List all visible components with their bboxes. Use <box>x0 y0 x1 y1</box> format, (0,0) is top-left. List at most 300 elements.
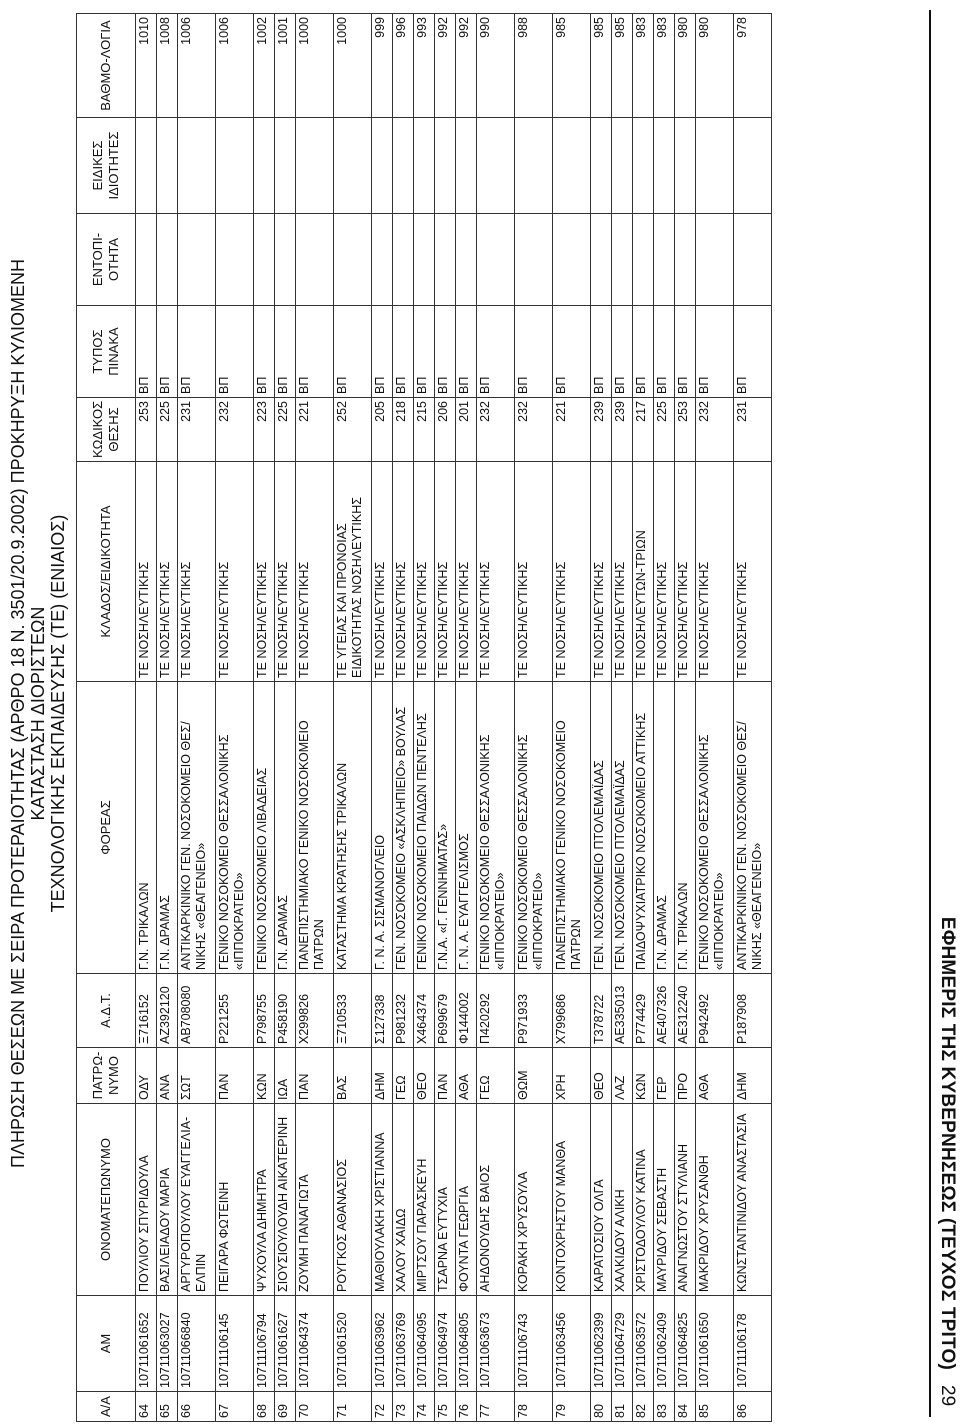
cell-typos: ΒΠ <box>275 306 296 398</box>
table-row <box>334 14 372 1422</box>
document-title <box>8 0 68 1427</box>
cell-entopiotita <box>515 214 553 306</box>
cell-foreas: ΓΕΝΙΚΟ ΝΟΣΟΚΟΜΕΙΟ ΘΕΣΣΑΛΟΝΙΚΗΣ «ΙΠΠΟΚΡΑΤΕΙΟ» <box>477 682 515 974</box>
cell-kodikos: 206 <box>435 398 456 462</box>
cell-adt: Χ464374 <box>414 974 435 1048</box>
cell-kodikos: 201 <box>456 398 477 462</box>
cell-aa: 76 <box>456 1392 477 1422</box>
cell-name: ΚΟΡΑΚΗ ΧΡΥΣΟΥΛΑ <box>515 1104 553 1296</box>
cell-aa: 71 <box>334 1392 372 1422</box>
cell-patronymo: ΠΑΝ <box>216 1048 254 1104</box>
col-typos: ΤΥΠΟΣ ΠΙΝΑΚΑ <box>77 306 136 398</box>
cell-foreas: ΠΑΙΔΟΨΥΧΙΑΤΡΙΚΟ ΝΟΣΟΚΟΜΕΙΟ ΑΤΤΙΚΗΣ <box>633 682 654 974</box>
col-aa: Α/Α <box>77 1392 136 1422</box>
cell-adt: ΑΕ407326 <box>654 974 675 1048</box>
cell-am: 10711066840 <box>178 1296 216 1392</box>
cell-patronymo: ΓΕΩ <box>477 1048 515 1104</box>
col-adt: Α.Δ.Τ. <box>77 974 136 1048</box>
cell-typos: ΒΠ <box>696 306 734 398</box>
table-row <box>633 14 654 1422</box>
cell-adt: Ρ458190 <box>275 974 296 1048</box>
table-row <box>372 14 393 1422</box>
table-row <box>515 14 553 1422</box>
cell-patronymo: ΓΕΡ <box>654 1048 675 1104</box>
cell-entopiotita <box>216 214 254 306</box>
cell-idiotites <box>675 118 696 214</box>
cell-aa: 72 <box>372 1392 393 1422</box>
cell-name: ΡΟΥΓΚΟΣ ΑΘΑΝΑΣΙΟΣ <box>334 1104 372 1296</box>
cell-aa: 78 <box>515 1392 553 1422</box>
cell-foreas: ΓΕΝ. ΝΟΣΟΚΟΜΕΙΟ ΠΤΟΛΕΜΑΪΔΑΣ <box>612 682 633 974</box>
cell-adt: Ρ971933 <box>515 974 553 1048</box>
cell-typos: ΒΠ <box>515 306 553 398</box>
title-line-2: ΚΑΤΑΣΤΑΣΗ ΔΙΟΡΙΣΤΕΩΝ <box>28 606 48 821</box>
cell-kodikos: 231 <box>734 398 772 462</box>
cell-aa: 75 <box>435 1392 456 1422</box>
cell-patronymo: ΧΡΗ <box>553 1048 591 1104</box>
cell-am: 10711064095 <box>414 1296 435 1392</box>
cell-klados: ΤΕ ΝΟΣΗΛΕΥΤΙΚΗΣ <box>612 462 633 682</box>
table-row <box>178 14 216 1422</box>
cell-klados: ΤΕ ΝΟΣΗΛΕΥΤΙΚΗΣ <box>254 462 275 682</box>
cell-foreas: ΓΕΝΙΚΟ ΝΟΣΟΚΟΜΕΙΟ ΘΕΣΣΑΛΟΝΙΚΗΣ «ΙΠΠΟΚΡΑΤΕΙΟ» <box>216 682 254 974</box>
cell-typos: ΒΠ <box>178 306 216 398</box>
cell-idiotites <box>157 118 178 214</box>
table-body <box>136 14 772 1422</box>
cell-adt: Ξ716152 <box>136 974 157 1048</box>
gazette-title: ΕΦΗΜΕΡΙΣ ΤΗΣ ΚΥΒΕΡΝΗΣΕΩΣ (ΤΕΥΧΟΣ ΤΡΙΤΟ) <box>937 916 958 1370</box>
cell-adt: Ρ798755 <box>254 974 275 1048</box>
table-row <box>435 14 456 1422</box>
cell-idiotites <box>216 118 254 214</box>
cell-klados: ΤΕ ΝΟΣΗΛΕΥΤΙΚΗΣ <box>216 462 254 682</box>
cell-aa: 83 <box>654 1392 675 1422</box>
cell-entopiotita <box>296 214 334 306</box>
cell-aa: 77 <box>477 1392 515 1422</box>
cell-foreas: Γ.Ν. ΔΡΑΜΑΣ <box>654 682 675 974</box>
cell-foreas: ΓΕΝΙΚΟ ΝΟΣΟΚΟΜΕΙΟ ΛΙΒΑΔΕΙΑΣ <box>254 682 275 974</box>
col-patronymo: ΠΑΤΡΩ-ΝΥΜΟ <box>77 1048 136 1104</box>
cell-vathmologia: 993 <box>414 14 435 118</box>
cell-kodikos: 253 <box>675 398 696 462</box>
table-row <box>591 14 612 1422</box>
cell-klados: ΤΕ ΝΟΣΗΛΕΥΤΙΚΗΣ <box>136 462 157 682</box>
cell-am: 10711063673 <box>477 1296 515 1392</box>
cell-typos: ΒΠ <box>477 306 515 398</box>
cell-klados: ΤΕ ΝΟΣΗΛΕΥΤΙΚΗΣ <box>734 462 772 682</box>
cell-entopiotita <box>157 214 178 306</box>
cell-typos: ΒΠ <box>136 306 157 398</box>
cell-kodikos: 253 <box>136 398 157 462</box>
cell-aa: 68 <box>254 1392 275 1422</box>
cell-kodikos: 215 <box>414 398 435 462</box>
cell-foreas: Γ.Ν. ΤΡΙΚΑΛΩΝ <box>136 682 157 974</box>
cell-kodikos: 225 <box>275 398 296 462</box>
cell-adt: Χ299826 <box>296 974 334 1048</box>
cell-vathmologia: 990 <box>477 14 515 118</box>
cell-entopiotita <box>414 214 435 306</box>
cell-name: ΒΑΣΙΛΕΙΑΔΟΥ ΜΑΡΙΑ <box>157 1104 178 1296</box>
cell-name: ΣΙΟΥΣΙΟΥΛΟΥΔΗ ΑΙΚΑΤΕΡΙΝΗ <box>275 1104 296 1296</box>
col-vathmologia: ΒΑΘΜΟ-ΛΟΓΙΑ <box>77 14 136 118</box>
cell-adt: ΑΒ708080 <box>178 974 216 1048</box>
cell-idiotites <box>334 118 372 214</box>
cell-patronymo: ΘΕΟ <box>591 1048 612 1104</box>
cell-entopiotita <box>275 214 296 306</box>
title-line-1: ΠΛΗΡΩΣΗ ΘΕΣΕΩΝ ΜΕ ΣΕΙΡΑ ΠΡΟΤΕΡΑΙΟΤΗΤΑΣ (ΑΡΘΡΟ 18 Ν. 3501/20.9.2002) ΠΡΟΚΗΡΥΞΗ ΚΥΛΙΟΜΕΝΗ <box>8 258 28 1169</box>
cell-idiotites <box>136 118 157 214</box>
col-kodikos: ΚΩΔΙΚΟΣ ΘΕΣΗΣ <box>77 398 136 462</box>
cell-am: 10711062409 <box>654 1296 675 1392</box>
cell-typos: ΒΠ <box>456 306 477 398</box>
cell-aa: 86 <box>734 1392 772 1422</box>
cell-vathmologia: 1000 <box>296 14 334 118</box>
cell-vathmologia: 980 <box>696 14 734 118</box>
cell-entopiotita <box>136 214 157 306</box>
cell-klados: ΤΕ ΝΟΣΗΛΕΥΤΙΚΗΣ <box>435 462 456 682</box>
cell-aa: 64 <box>136 1392 157 1422</box>
cell-patronymo: ΠΑΝ <box>435 1048 456 1104</box>
cell-am: 10711063572 <box>633 1296 654 1392</box>
cell-patronymo: ΑΘΑ <box>696 1048 734 1104</box>
cell-kodikos: 231 <box>178 398 216 462</box>
cell-foreas: ΓΕΝΙΚΟ ΝΟΣΟΚΟΜΕΙΟ ΘΕΣΣΑΛΟΝΙΚΗΣ «ΙΠΠΟΚΡΑΤΕΙΟ» <box>696 682 734 974</box>
cell-aa: 70 <box>296 1392 334 1422</box>
cell-name: ΜΑΚΡΙΔΟΥ ΧΡΥΣΑΝΘΗ <box>696 1104 734 1296</box>
cell-foreas: Γ. Ν. Α. ΣΙΣΜΑΝΟΓΛΕΙΟ <box>372 682 393 974</box>
table-row <box>477 14 515 1422</box>
cell-adt: Τ378722 <box>591 974 612 1048</box>
cell-am: 10711061520 <box>334 1296 372 1392</box>
cell-foreas: Γ.Ν. ΔΡΑΜΑΣ <box>157 682 178 974</box>
cell-typos: ΒΠ <box>612 306 633 398</box>
cell-am: 10711106743 <box>515 1296 553 1392</box>
cell-foreas: Γ. Ν. Α. ΕΥΑΓΓΕΛΙΣΜΟΣ <box>456 682 477 974</box>
cell-vathmologia: 983 <box>654 14 675 118</box>
cell-idiotites <box>612 118 633 214</box>
cell-name: ΜΑΘΙΟΥΛΑΚΗ ΧΡΙΣΤΙΑΝΝΑ <box>372 1104 393 1296</box>
cell-kodikos: 252 <box>334 398 372 462</box>
cell-typos: ΒΠ <box>654 306 675 398</box>
cell-idiotites <box>654 118 675 214</box>
cell-vathmologia: 1001 <box>275 14 296 118</box>
table-row <box>654 14 675 1422</box>
cell-kodikos: 225 <box>157 398 178 462</box>
cell-name: ΚΑΡΑΤΟΣΙΟΥ ΟΛΓΑ <box>591 1104 612 1296</box>
cell-foreas: Γ.Ν.Α. «Γ. ΓΕΝΝΗΜΑΤΑΣ» <box>435 682 456 974</box>
cell-idiotites <box>515 118 553 214</box>
cell-entopiotita <box>178 214 216 306</box>
table-row <box>612 14 633 1422</box>
cell-adt: Ρ699679 <box>435 974 456 1048</box>
cell-klados: ΤΕ ΝΟΣΗΛΕΥΤΙΚΗΣ <box>515 462 553 682</box>
cell-idiotites <box>477 118 515 214</box>
cell-kodikos: 232 <box>477 398 515 462</box>
cell-idiotites <box>734 118 772 214</box>
cell-foreas: ΓΕΝΙΚΟ ΝΟΣΟΚΟΜΕΙΟ ΠΑΙΔΩΝ ΠΕΝΤΕΛΗΣ <box>414 682 435 974</box>
cell-name: ΚΟΝΤΟΧΡΗΣΤΟΥ ΜΑΝΘΑ <box>553 1104 591 1296</box>
cell-am: 10711064729 <box>612 1296 633 1392</box>
cell-patronymo: ΟΔΥ <box>136 1048 157 1104</box>
cell-aa: 73 <box>393 1392 414 1422</box>
cell-patronymo: ΔΗΜ <box>734 1048 772 1104</box>
cell-typos: ΒΠ <box>372 306 393 398</box>
cell-vathmologia: 1002 <box>254 14 275 118</box>
cell-adt: Ρ774429 <box>633 974 654 1048</box>
cell-entopiotita <box>372 214 393 306</box>
cell-aa: 67 <box>216 1392 254 1422</box>
cell-vathmologia: 992 <box>435 14 456 118</box>
cell-entopiotita <box>633 214 654 306</box>
table-row <box>254 14 275 1422</box>
cell-kodikos: 217 <box>633 398 654 462</box>
cell-typos: ΒΠ <box>157 306 178 398</box>
col-am: ΑΜ <box>77 1296 136 1392</box>
cell-idiotites <box>275 118 296 214</box>
cell-am: 10711061627 <box>275 1296 296 1392</box>
cell-idiotites <box>591 118 612 214</box>
cell-vathmologia: 980 <box>675 14 696 118</box>
cell-typos: ΒΠ <box>435 306 456 398</box>
cell-name: ΑΝΑΓΝΩΣΤΟΥ ΣΤΥΛΙΑΝΗ <box>675 1104 696 1296</box>
cell-kodikos: 232 <box>216 398 254 462</box>
cell-adt: ΑΖ392120 <box>157 974 178 1048</box>
table-row <box>216 14 254 1422</box>
cell-vathmologia: 988 <box>515 14 553 118</box>
cell-name: ΑΗΔΟΝΟΥΔΗΣ ΒΑΙΟΣ <box>477 1104 515 1296</box>
cell-typos: ΒΠ <box>675 306 696 398</box>
cell-foreas: ΑΝΤΙΚΑΡΚΙΝΙΚΟ ΓΕΝ. ΝΟΣΟΚΟΜΕΙΟ ΘΕΣ/ΝΙΚΗΣ «ΘΕΑΓΕΝΕΙΟ» <box>178 682 216 974</box>
cell-patronymo: ΚΩΝ <box>254 1048 275 1104</box>
cell-foreas: ΠΑΝΕΠΙΣΤΗΜΙΑΚΟ ΓΕΝΙΚΟ ΝΟΣΟΚΟΜΕΙΟ ΠΑΤΡΩΝ <box>296 682 334 974</box>
cell-klados: ΤΕ ΝΟΣΗΛΕΥΤΙΚΗΣ <box>675 462 696 682</box>
cell-idiotites <box>456 118 477 214</box>
cell-typos: ΒΠ <box>734 306 772 398</box>
page-number: 29 <box>937 1385 958 1407</box>
table-row <box>414 14 435 1422</box>
cell-vathmologia: 1008 <box>157 14 178 118</box>
cell-am: 10711063769 <box>393 1296 414 1392</box>
cell-name: ΠΕΙΓΑΡΑ ΦΩΤΕΙΝΗ <box>216 1104 254 1296</box>
cell-foreas: ΑΝΤΙΚΑΡΚΙΝΙΚΟ ΓΕΝ. ΝΟΣΟΚΟΜΕΙΟ ΘΕΣ/ΝΙΚΗΣ «ΘΕΑΓΕΝΕΙΟ» <box>734 682 772 974</box>
cell-aa: 65 <box>157 1392 178 1422</box>
cell-aa: 66 <box>178 1392 216 1422</box>
cell-idiotites <box>393 118 414 214</box>
table-row <box>157 14 178 1422</box>
cell-typos: ΒΠ <box>591 306 612 398</box>
cell-typos: ΒΠ <box>254 306 275 398</box>
table-row <box>136 14 157 1422</box>
cell-kodikos: 218 <box>393 398 414 462</box>
col-idiotites: ΕΙΔΙΚΕΣ ΙΔΙΟΤΗΤΕΣ <box>77 118 136 214</box>
cell-vathmologia: 1000 <box>334 14 372 118</box>
col-foreas: ΦΟΡΕΑΣ <box>77 682 136 974</box>
cell-klados: ΤΕ ΝΟΣΗΛΕΥΤΙΚΗΣ <box>696 462 734 682</box>
cell-vathmologia: 996 <box>393 14 414 118</box>
cell-kodikos: 221 <box>553 398 591 462</box>
cell-am: 10711063027 <box>157 1296 178 1392</box>
cell-adt: ΑΕ312240 <box>675 974 696 1048</box>
cell-patronymo: ΙΩΑ <box>275 1048 296 1104</box>
cell-typos: ΒΠ <box>414 306 435 398</box>
cell-entopiotita <box>734 214 772 306</box>
cell-vathmologia: 985 <box>591 14 612 118</box>
cell-klados: ΤΕ ΥΓΕΙΑΣ ΚΑΙ ΠΡΟΝΟΙΑΣ ΕΙΔΙΚΟΤΗΤΑΣ ΝΟΣΗΛΕΥΤΙΚΗΣ <box>334 462 372 682</box>
cell-adt: Ρ221255 <box>216 974 254 1048</box>
table-row <box>734 14 772 1422</box>
cell-idiotites <box>254 118 275 214</box>
table-row <box>553 14 591 1422</box>
cell-vathmologia: 985 <box>612 14 633 118</box>
cell-patronymo: ΑΝΑ <box>157 1048 178 1104</box>
col-entopiotita: ΕΝΤΟΠΙ-ΟΤΗΤΑ <box>77 214 136 306</box>
cell-klados: ΤΕ ΝΟΣΗΛΕΥΤΙΚΗΣ <box>456 462 477 682</box>
cell-patronymo: ΔΗΜ <box>372 1048 393 1104</box>
cell-klados: ΤΕ ΝΟΣΗΛΕΥΤΙΚΗΣ <box>591 462 612 682</box>
cell-name: ΧΡΙΣΤΟΔΟΥΛΟΥ ΚΑΤΙΝΑ <box>633 1104 654 1296</box>
cell-idiotites <box>633 118 654 214</box>
cell-am: 10711106145 <box>216 1296 254 1392</box>
col-klados: ΚΛΑΔΟΣ/ΕΙΔΙΚΟΤΗΤΑ <box>77 462 136 682</box>
cell-aa: 74 <box>414 1392 435 1422</box>
cell-klados: ΤΕ ΝΟΣΗΛΕΥΤΙΚΗΣ <box>477 462 515 682</box>
table-row <box>675 14 696 1422</box>
cell-typos: ΒΠ <box>334 306 372 398</box>
cell-entopiotita <box>675 214 696 306</box>
cell-entopiotita <box>654 214 675 306</box>
cell-foreas: ΚΑΤΑΣΤΗΜΑ ΚΡΑΤΗΣΗΣ ΤΡΙΚΑΛΩΝ <box>334 682 372 974</box>
cell-am: 10711064825 <box>675 1296 696 1392</box>
cell-adt: Π420292 <box>477 974 515 1048</box>
cell-vathmologia: 978 <box>734 14 772 118</box>
title-line-3: ΤΕΧΝΟΛΟΓΙΚΗΣ ΕΚΠΑΙΔΕΥΣΗΣ (ΤΕ) (ΕΝΙΑΙΟΣ) <box>48 514 68 913</box>
cell-patronymo: ΚΩΝ <box>633 1048 654 1104</box>
cell-typos: ΒΠ <box>633 306 654 398</box>
cell-foreas: ΓΕΝ. ΝΟΣΟΚΟΜΕΙΟ «ΑΣΚΛΗΠΙΕΙΟ» ΒΟΥΛΑΣ <box>393 682 414 974</box>
cell-kodikos: 239 <box>591 398 612 462</box>
cell-typos: ΒΠ <box>553 306 591 398</box>
cell-adt: Ξ710533 <box>334 974 372 1048</box>
cell-vathmologia: 1006 <box>178 14 216 118</box>
cell-aa: 84 <box>675 1392 696 1422</box>
cell-klados: ΤΕ ΝΟΣΗΛΕΥΤΙΚΗΣ <box>654 462 675 682</box>
cell-patronymo: ΒΑΣ <box>334 1048 372 1104</box>
cell-adt: Φ144002 <box>456 974 477 1048</box>
cell-entopiotita <box>553 214 591 306</box>
cell-am: 10711064374 <box>296 1296 334 1392</box>
cell-typos: ΒΠ <box>393 306 414 398</box>
cell-am: 10711063456 <box>553 1296 591 1392</box>
cell-patronymo: ΘΩΜ <box>515 1048 553 1104</box>
cell-foreas: Γ.Ν. ΤΡΙΚΑΛΩΝ <box>675 682 696 974</box>
cell-klados: ΤΕ ΝΟΣΗΛΕΥΤΩΝ-ΤΡΙΩΝ <box>633 462 654 682</box>
cell-adt: Ρ981232 <box>393 974 414 1048</box>
cell-patronymo: ΓΕΩ <box>393 1048 414 1104</box>
table-header-row <box>77 14 136 1422</box>
cell-patronymo: ΛΑΖ <box>612 1048 633 1104</box>
cell-entopiotita <box>254 214 275 306</box>
cell-klados: ΤΕ ΝΟΣΗΛΕΥΤΙΚΗΣ <box>393 462 414 682</box>
cell-klados: ΤΕ ΝΟΣΗΛΕΥΤΙΚΗΣ <box>157 462 178 682</box>
table-row <box>696 14 734 1422</box>
cell-am: 10711064805 <box>456 1296 477 1392</box>
cell-foreas: Γ.Ν. ΔΡΑΜΑΣ <box>275 682 296 974</box>
table-row <box>456 14 477 1422</box>
cell-entopiotita <box>334 214 372 306</box>
cell-foreas: ΓΕΝΙΚΟ ΝΟΣΟΚΟΜΕΙΟ ΘΕΣΣΑΛΟΝΙΚΗΣ «ΙΠΠΟΚΡΑΤΕΙΟ» <box>515 682 553 974</box>
cell-aa: 80 <box>591 1392 612 1422</box>
cell-kodikos: 223 <box>254 398 275 462</box>
cell-idiotites <box>435 118 456 214</box>
cell-am: 10711064974 <box>435 1296 456 1392</box>
cell-kodikos: 232 <box>696 398 734 462</box>
table-row <box>296 14 334 1422</box>
table-row <box>275 14 296 1422</box>
cell-aa: 85 <box>696 1392 734 1422</box>
cell-adt: Σ127338 <box>372 974 393 1048</box>
cell-idiotites <box>553 118 591 214</box>
cell-klados: ΤΕ ΝΟΣΗΛΕΥΤΙΚΗΣ <box>553 462 591 682</box>
cell-name: ΠΟΥΛΙΟΥ ΣΠΥΡΙΔΟΥΛΑ <box>136 1104 157 1296</box>
cell-vathmologia: 1006 <box>216 14 254 118</box>
cell-idiotites <box>372 118 393 214</box>
cell-aa: 82 <box>633 1392 654 1422</box>
cell-name: ΚΩΝΣΤΑΝΤΙΝΙΔΟΥ ΑΝΑΣΤΑΣΙΑ <box>734 1104 772 1296</box>
cell-patronymo: ΠΑΝ <box>296 1048 334 1104</box>
cell-kodikos: 232 <box>515 398 553 462</box>
cell-aa: 79 <box>553 1392 591 1422</box>
cell-idiotites <box>296 118 334 214</box>
cell-patronymo: ΑΘΑ <box>456 1048 477 1104</box>
cell-am: 10711062399 <box>591 1296 612 1392</box>
cell-name: ΨΥΧΟΥΛΑ ΔΗΜΗΤΡΑ <box>254 1104 275 1296</box>
cell-name: ΧΑΛΟΥ ΧΑΙΔΩ <box>393 1104 414 1296</box>
cell-idiotites <box>178 118 216 214</box>
cell-am: 10711061650 <box>696 1296 734 1392</box>
cell-idiotites <box>696 118 734 214</box>
cell-name: ΦΟΥΝΤΑ ΓΕΩΡΓΙΑ <box>456 1104 477 1296</box>
cell-name: ΧΑΛΚΙΔΟΥ ΑΛΙΚΗ <box>612 1104 633 1296</box>
cell-typos: ΒΠ <box>216 306 254 398</box>
cell-patronymo: ΠΡΟ <box>675 1048 696 1104</box>
cell-name: ΑΡΓΥΡΟΠΟΥΛΟΥ ΕΥΑΓΓΕΛΙΑ-ΕΛΠΙΝ <box>178 1104 216 1296</box>
cell-name: ΤΣΑΡΝΑ ΕΥΤΥΧΙΑ <box>435 1104 456 1296</box>
appointees-table <box>76 13 772 1422</box>
cell-entopiotita <box>456 214 477 306</box>
cell-am: 10711063962 <box>372 1296 393 1392</box>
cell-patronymo: ΣΩΤ <box>178 1048 216 1104</box>
cell-vathmologia: 992 <box>456 14 477 118</box>
cell-typos: ΒΠ <box>296 306 334 398</box>
cell-klados: ΤΕ ΝΟΣΗΛΕΥΤΙΚΗΣ <box>178 462 216 682</box>
cell-klados: ΤΕ ΝΟΣΗΛΕΥΤΙΚΗΣ <box>275 462 296 682</box>
cell-patronymo: ΘΕΟ <box>414 1048 435 1104</box>
cell-name: ΖΟΥΜΗ ΠΑΝΑΓΙΩΤΑ <box>296 1104 334 1296</box>
cell-entopiotita <box>393 214 414 306</box>
cell-aa: 81 <box>612 1392 633 1422</box>
cell-foreas: ΠΑΝΕΠΙΣΤΗΜΙΑΚΟ ΓΕΝΙΚΟ ΝΟΣΟΚΟΜΕΙΟ ΠΑΤΡΩΝ <box>553 682 591 974</box>
cell-adt: Χ799686 <box>553 974 591 1048</box>
cell-vathmologia: 999 <box>372 14 393 118</box>
cell-adt: ΑΕ335013 <box>612 974 633 1048</box>
cell-am: 10711061652 <box>136 1296 157 1392</box>
cell-name: ΜΙΡΤΣΟΥ ΠΑΡΑΣΚΕΥΗ <box>414 1104 435 1296</box>
cell-foreas: ΓΕΝ. ΝΟΣΟΚΟΜΕΙΟ ΠΤΟΛΕΜΑΪΔΑΣ <box>591 682 612 974</box>
cell-entopiotita <box>612 214 633 306</box>
cell-kodikos: 205 <box>372 398 393 462</box>
cell-vathmologia: 985 <box>553 14 591 118</box>
cell-vathmologia: 1010 <box>136 14 157 118</box>
